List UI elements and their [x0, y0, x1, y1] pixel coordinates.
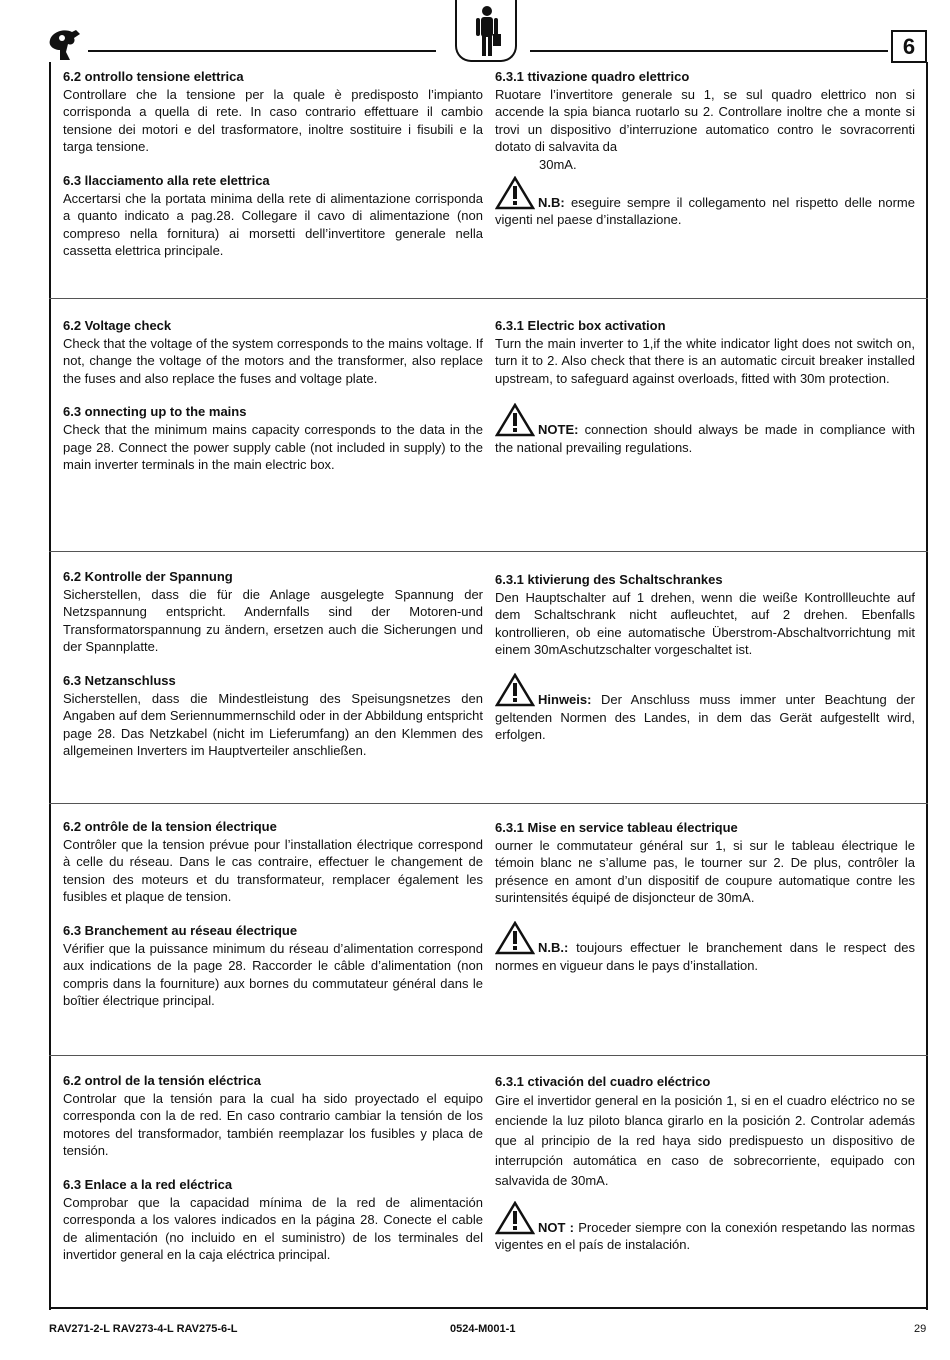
footer-models: RAV271-2-L RAV273-4-L RAV275-6-L: [49, 1323, 238, 1335]
section-es-left: [63, 1072, 483, 1264]
section-en-left: [63, 317, 483, 474]
operator-icon: [472, 4, 502, 58]
note-text-en: connection should always be made in compliance with the national prevailing regulations.: [495, 422, 915, 455]
note-en: [495, 403, 915, 456]
section-it-right: [495, 68, 915, 229]
heading-activation-en: 6.3.1 Electric box activation: [495, 318, 666, 333]
body-activation-it: Ruotare l’invertitore generale su 1, se sul quadro elettrico non si accende la spia bianca ruotarlo su 2. Controllare inoltre che a monte si trovi un dispositivo d’interruzione automatico contro le sovracorrenti dotato di salvavita da: [495, 86, 915, 155]
note-es: [495, 1201, 915, 1254]
body-mains-de: Sicherstellen, dass die Mindestleistung des Speisungsnetzes den Angaben auf dem Seriennummernschild oder in der Abbildung entspricht page 28. Das Netzkabel (nicht im Lieferumfang) an den Klemmen des allgemeinen Inverters im Hauptverteiler anschließen.: [63, 690, 483, 759]
section-es-right: [495, 1073, 915, 1254]
section-de-right: [495, 571, 915, 744]
section-fr-left: [63, 818, 483, 1010]
body-voltage-en: Check that the voltage of the system corresponds to the mains voltage. If not, change the voltage of the motors and the transformer, also replace the fuses and also replace the fuses and voltage plate.: [63, 335, 483, 386]
frame-left: [49, 62, 51, 1310]
warning-icon: [495, 673, 535, 707]
frame-right: [926, 62, 928, 1310]
note-label-fr: N.B.:: [538, 939, 569, 955]
footer-code: 0524-M001-1: [450, 1323, 516, 1335]
heading-voltage-it: 6.2 ontrollo tensione elettrica: [63, 69, 244, 84]
body-voltage-de: Sicherstellen, dass die für die Anlage ausgelegte Spannung der Netzspannung entspricht. Andernfalls sind der Motoren-und Transformatorspannung zu ändern, ersetzen auch die Sicherungen und der Spannplatte.: [63, 586, 483, 655]
heading-voltage-es: 6.2 ontrol de la tensión eléctrica: [63, 1073, 261, 1088]
tool-logo-icon: [46, 26, 86, 62]
warning-icon: [495, 1201, 535, 1235]
warning-icon: [495, 403, 535, 437]
body-mains-en: Check that the minimum mains capacity corresponds to the data in the page 28. Connect the power supply cable (not included in supply) to the main inverter terminals in the main electric box.: [63, 421, 483, 473]
section-divider: [49, 803, 928, 804]
note-fr: [495, 921, 915, 974]
heading-activation-de: 6.3.1 ktivierung des Schaltschrankes: [495, 572, 723, 587]
note-label-de: Hinweis:: [538, 691, 592, 707]
section-en-right: [495, 317, 915, 457]
heading-activation-fr: 6.3.1 Mise en service tableau électrique: [495, 820, 738, 835]
body-activation-de: Den Hauptschalter auf 1 drehen, wenn die weiße Kontrollleuchte auf dem Schaltschrank nicht aufleuchtet, auf 2 drehen. Ebenfalls kontrollieren, ob eine automatische Überstrom-Abschaltvorrichtung mit einem 30mAschutzschalter vorgeschaltet ist.: [495, 589, 915, 658]
body-mains-es: Comprobar que la capacidad mínima de la red de alimentación corresponda a los valores indicados en la página 28. Conecte el cable de alimentación (no incluido en el suministro) de los terminales del invertidor general en la caja eléctrica principal.: [63, 1194, 483, 1263]
section-divider: [49, 298, 928, 299]
note-text-fr: toujours effectuer le branchement dans le respect des normes en vigueur dans le pays d’installation.: [495, 939, 915, 973]
heading-mains-fr: 6.3 Branchement au réseau électrique: [63, 922, 298, 938]
heading-mains-es: 6.3 Enlace a la red eléctrica: [63, 1176, 233, 1192]
body-voltage-it: Controllare che la tensione per la quale è predisposto l’impianto corrisponda a quella di rete. In caso contrario effettuare il cambio tensione dei motori e del trasformatore, inoltre sostituire i fisubili e la targa tensione.: [63, 86, 483, 155]
page-number: 29: [914, 1323, 927, 1335]
heading-mains-it: 6.3 llacciamento alla rete elettrica: [63, 172, 270, 188]
body-activation-en: Turn the main inverter to 1,if the white indicator light does not switch on, turn it to 2. Also check that there is an automatic circuit breaker installed upstream, to safeguard against overloads, fitted with 30m protection.: [495, 335, 915, 386]
body-voltage-fr: Contrôler que la tension prévue pour l’installation électrique correspond à celle du réseau. Dans le cas contraire, effectuer le changement de tension des moteurs et du transformateur, remplacer également les fusibles et plaque de tension.: [63, 836, 483, 905]
header-rule-left: [88, 50, 436, 52]
note-text-es: Proceder siempre con la conexión respetando las normas vigentes en el país de instalación.: [495, 1219, 915, 1253]
body-voltage-es: Controlar que la tensión para la cual ha sido proyectado el equipo corresponda con la de red. En caso contrario cambiar la tensión de los motores del transformador, también reemplazar los fusibles y placa de tensión.: [63, 1090, 483, 1159]
body-activation-es: Gire el invertidor general en la posición 1, si en el cuadro eléctrico no se enciende la luz piloto blanca girarlo en la posición 2. Controlar además que al principio de la red haya sido predispuesto un dispositivo de interrupción automática en caso de sobrecorriente, equipado con salvavida de 30mA.: [495, 1092, 915, 1188]
heading-voltage-en: 6.2 Voltage check: [63, 318, 172, 333]
note-label-en: NOTE:: [538, 422, 579, 438]
body-activation-fr: ourner le commutateur général sur 1, si sur le tableau électrique le témoin blanc ne s’allume pas, le tourner sur 2. De plus, contrôler la présence en amont d’un dispositif de coupure automatique contre les surintensités équipé de disjoncteur de 30mA.: [495, 837, 915, 906]
header-rule-right: [530, 50, 888, 52]
heading-mains-de: 6.3 Netzanschluss: [63, 672, 176, 688]
note-text-it: eseguire sempre il collegamento nel rispetto delle norme vigenti nel paese d’installazione.: [495, 194, 915, 228]
heading-activation-it: 6.3.1 ttivazione quadro elettrico: [495, 69, 690, 84]
note-label-it: N.B:: [538, 194, 565, 210]
note-de: [495, 673, 915, 744]
note-label-es: NOT :: [538, 1219, 575, 1235]
heading-mains-en: 6.3 onnecting up to the mains: [63, 404, 247, 420]
body-mains-fr: Vérifier que la puissance minimum du réseau d’alimentation correspond aux indications de la page 28. Raccorder le câble d’alimentation (non compris dans la fourniture) aux bornes du commutateur général dans le boîtier électrique principal.: [63, 940, 483, 1009]
heading-activation-es: 6.3.1 ctivación del cuadro eléctrico: [495, 1074, 711, 1089]
chapter-number: 6: [891, 30, 927, 63]
section-fr-right: [495, 819, 915, 974]
note-text-de: Der Anschluss muss immer unter Beachtung der geltenden Normen des Landes, in dem das Gerät aufgestellt wird, erfolgen.: [495, 691, 915, 743]
section-divider: [49, 551, 928, 552]
body-mains-it: Accertarsi che la portata minima della rete di alimentazione corrisponda a quanto indicato a pag.28. Collegare il cavo di alimentazione (non compreso nella fornitura) ai morsetti dell’invertitore generale nella cassetta elettrica principale.: [63, 190, 483, 259]
section-divider: [49, 1055, 928, 1056]
heading-voltage-de: 6.2 Kontrolle der Spannung: [63, 569, 233, 584]
section-it-left: [63, 68, 483, 260]
heading-voltage-fr: 6.2 ontrôle de la tension électrique: [63, 819, 277, 834]
note-it: [495, 176, 915, 229]
frame-bottom: [49, 1307, 928, 1309]
operator-box: [455, 0, 517, 62]
warning-icon: [495, 921, 535, 955]
body-activation-tail-it: 30mA.: [539, 156, 577, 172]
warning-icon: [495, 176, 535, 210]
section-de-left: [63, 568, 483, 760]
